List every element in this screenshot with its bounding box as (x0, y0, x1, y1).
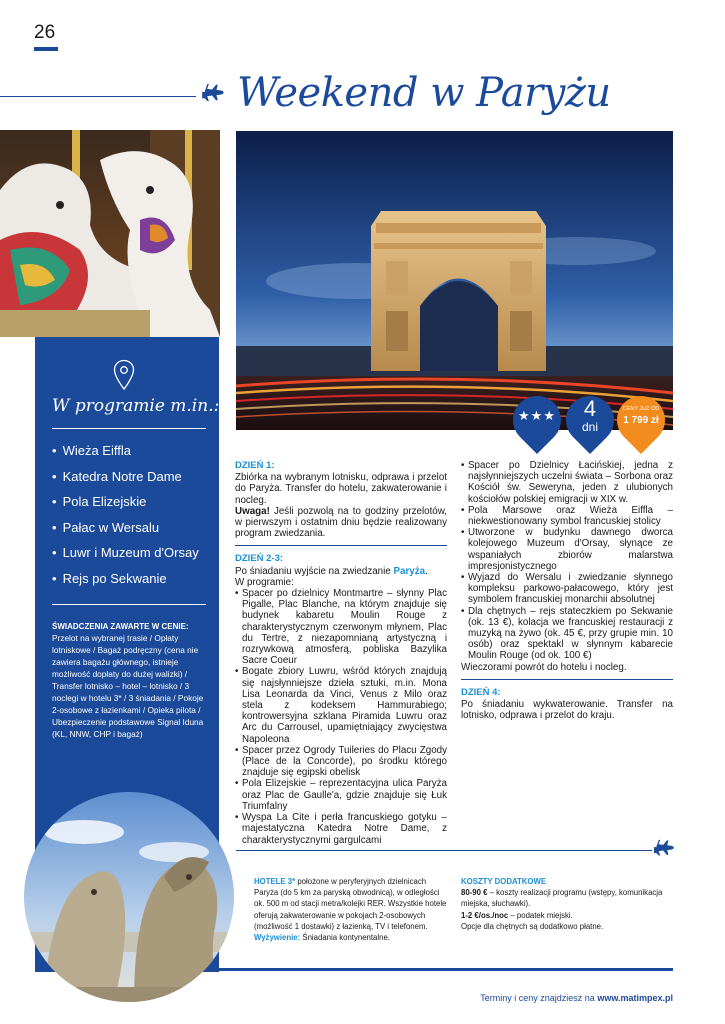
price-badge (617, 396, 665, 444)
hotel-text: położone w peryferyjnych dzielnicach Paryża (do 5 km za paryską obwodnicą), w odległości ok. 500 m od stacji metra/kolejki RER. Wszystkie hotele oferują zakwaterowanie w pokojach 2-osobowych (możliwość 1 dostawki) z łazienką, TV i telefonem. (254, 877, 447, 931)
day-heading: DZIEŃ 1: (235, 460, 275, 471)
airplane-icon (200, 82, 226, 108)
footer-text: Terminy i ceny znajdziesz na (480, 993, 598, 1003)
program-item: • Pola Marsowe oraz Wieża Eiffla – niekwestionowany symbol francuskiej stolicy (461, 505, 673, 527)
carousel-horses-photo (0, 130, 220, 337)
duration-number: 4 (583, 396, 597, 421)
highlight-item: • Pałac w Wersalu (52, 520, 199, 546)
cost-line (461, 887, 673, 909)
additional-costs (461, 876, 673, 932)
arc-de-triomphe-photo (236, 131, 673, 430)
hotel-label: HOTELE 3* (254, 877, 296, 886)
section-divider (461, 679, 673, 680)
day23-intro (235, 566, 447, 577)
title-divider-line (0, 96, 196, 97)
program-item: • Spacer po dzielnicy Montmartre – słynny Plac Pigalle, Plac Blanche, na którym znajduje się budynek kabaretu Moulin Rouge z charakterystycznym czerwonym młynem, Plac du Tertre, z niezapomnianą artystyczną i rozrywkową atmosferą, pobliska Bazylika Sacre Coeur (235, 588, 447, 666)
page-number-underline (34, 47, 58, 51)
cost-desc: – koszty realizacji programu (wstępy, komunikacja miejska, słuchawki). (461, 888, 663, 909)
day4-text: Po śniadaniu wykwaterowanie. Transfer na lotnisko, odprawa i przelot do kraju. (461, 699, 673, 722)
cost-line: Opcje dla chętnych są dodatkowo płatne. (461, 921, 604, 931)
program-item: • Utworzone w budynku dawnego dworca kolejowego Muzeum d'Orsay, słynące ze wspaniałych zbiorów malarstwa impresjonistycznego (461, 527, 673, 572)
duration-label: dni (581, 420, 598, 434)
hotel-stars-badge (513, 396, 561, 444)
program-item: • Dla chętnych – rejs stateczkiem po Sekwanie (ok. 13 €), kolacja we francuskiej restauracji z muzyką na żywo (ok. 45 €, przy grupie min. 10 osób) oraz spektakl w słynnym kabarecie Moulin Rouge (od ok. 100 €) (461, 606, 673, 662)
city-name: Paryża (393, 565, 426, 577)
included-title: ŚWIADCZENIA ZAWARTE W CENIE: (52, 622, 189, 631)
itinerary-left-column (235, 460, 447, 846)
airplane-icon (652, 838, 676, 862)
price-value: 1 799 zł (623, 415, 659, 426)
included-text: Przelot na wybranej trasie / Opłaty lotniskowe / Bagaż podręczny (cena nie zawiera bagażu głównego, istnieje możliwość dopłaty do dużej walizki) / Transfer lotnisko – hotel – lotnisko / 3 noclegi w hotelu 3* / 3 śniadania / Pokoje 2-osobowe z łazienkami / Opieka pilota / Ubezpieczenie podstawowe Signal Iduna (KL, NNW, CHP i bagaż) (52, 633, 204, 739)
highlight-item: • Rejs po Sekwanie (52, 571, 199, 597)
program-heading: W programie m.in.: (52, 396, 220, 416)
meals-text: Śniadania kontynentalne. (300, 933, 390, 943)
program-item: • Wyspa La Cite i perła francuskiego gotyku – majestatyczna Katedra Notre Dame, z charakterystycznymi gargulcami (235, 812, 447, 846)
duration-badge (566, 396, 614, 444)
sidebar-divider (52, 604, 206, 605)
cost-desc: – podatek miejski. (508, 910, 573, 920)
bottom-divider-line (236, 850, 652, 851)
day-heading: DZIEŃ 4: (461, 686, 501, 698)
note-text: Jeśli pozwolą na to godziny przelotów, w pierwszym i ostatnim dniu będzie realizowany program zwiedzania. (235, 505, 447, 540)
cost-amount: 80-90 € (461, 888, 488, 898)
highlights-list (52, 443, 199, 597)
price-label: CENY JUŻ OD (622, 406, 660, 412)
costs-heading: KOSZTY DODATKOWE (461, 877, 547, 886)
highlight-item: • Pola Elizejskie (52, 494, 199, 520)
meals-label: Wyżywienie: (254, 933, 301, 943)
evening-text: Wieczorami powrót do hotelu i nocleg. (461, 661, 627, 673)
website-link[interactable]: www.matimpex.pl (597, 993, 673, 1003)
itinerary-right-column (461, 460, 673, 721)
program-label: W programie: (235, 576, 294, 588)
cost-line (461, 910, 673, 921)
day1-text: Zbiórka na wybranym lotnisku, odprawa i przelot do Paryża. Transfer do hotelu, zakwaterowanie i nocleg. (235, 472, 447, 506)
page-title: Weekend w Paryżu (237, 70, 611, 116)
cost-amount: 1-2 €/os./noc (461, 910, 509, 920)
day-heading: DZIEŃ 2-3: (235, 553, 284, 565)
program-item: • Spacer przez Ogrody Tuileries do Placu Zgody (Place de la Concorde), po środku którego znajduje się egipski obelisk (235, 745, 447, 779)
page-number: 26 (34, 22, 56, 43)
section-divider (235, 545, 447, 546)
program-item: • Spacer po Dzielnicy Łacińskiej, jedna z najsłynniejszych uczelni świata – Sorbona oraz Kościół św. Seweryna, jeden z ulubionych kościołów polskiej emigracji w XIX w. (461, 460, 673, 505)
day1-note (235, 506, 447, 540)
star-icon: ★★★ (518, 408, 556, 423)
program-items-right (461, 460, 673, 662)
intro-text: Po śniadaniu wyjście na zwiedzanie (235, 565, 394, 577)
footer-note (480, 993, 673, 1003)
map-pin-icon (112, 359, 136, 391)
footer-divider (219, 968, 673, 971)
highlight-item: • Wieża Eiffla (52, 443, 199, 469)
highlight-item: • Luwr i Muzeum d'Orsay (52, 545, 199, 571)
gargoyle-photo (24, 792, 234, 1002)
program-item: • Wyjazd do Wersalu i zwiedzanie słynnego kompleksu parkowo-pałacowego, który jest symbolem francuskiej monarchii absolutnej (461, 572, 673, 606)
sidebar-divider (52, 428, 206, 429)
program-items-left (235, 588, 447, 846)
intro-end: . (425, 565, 428, 577)
program-item: • Bogate zbiory Luwru, wśród których znajdują się najsłynniejsze dzieła sztuki, m.in. Mona Lisa Leonarda da Vinci, Venus z Milo oraz stela z kodeksem Hammurabiego; kontrowersyjna szklana Piramida Luwru oraz Arc du Carrousel, upamiętniający zwycięstwa Napoleona (235, 666, 447, 744)
note-label: Uwaga! (235, 505, 270, 517)
highlight-item: • Katedra Notre Dame (52, 469, 199, 495)
program-item: • Pola Elizejskie – reprezentacyjna ulica Paryża oraz Plac de Gaulle'a, gdzie znajduje się Łuk Triumfalny (235, 778, 447, 812)
hotel-info (254, 876, 450, 943)
